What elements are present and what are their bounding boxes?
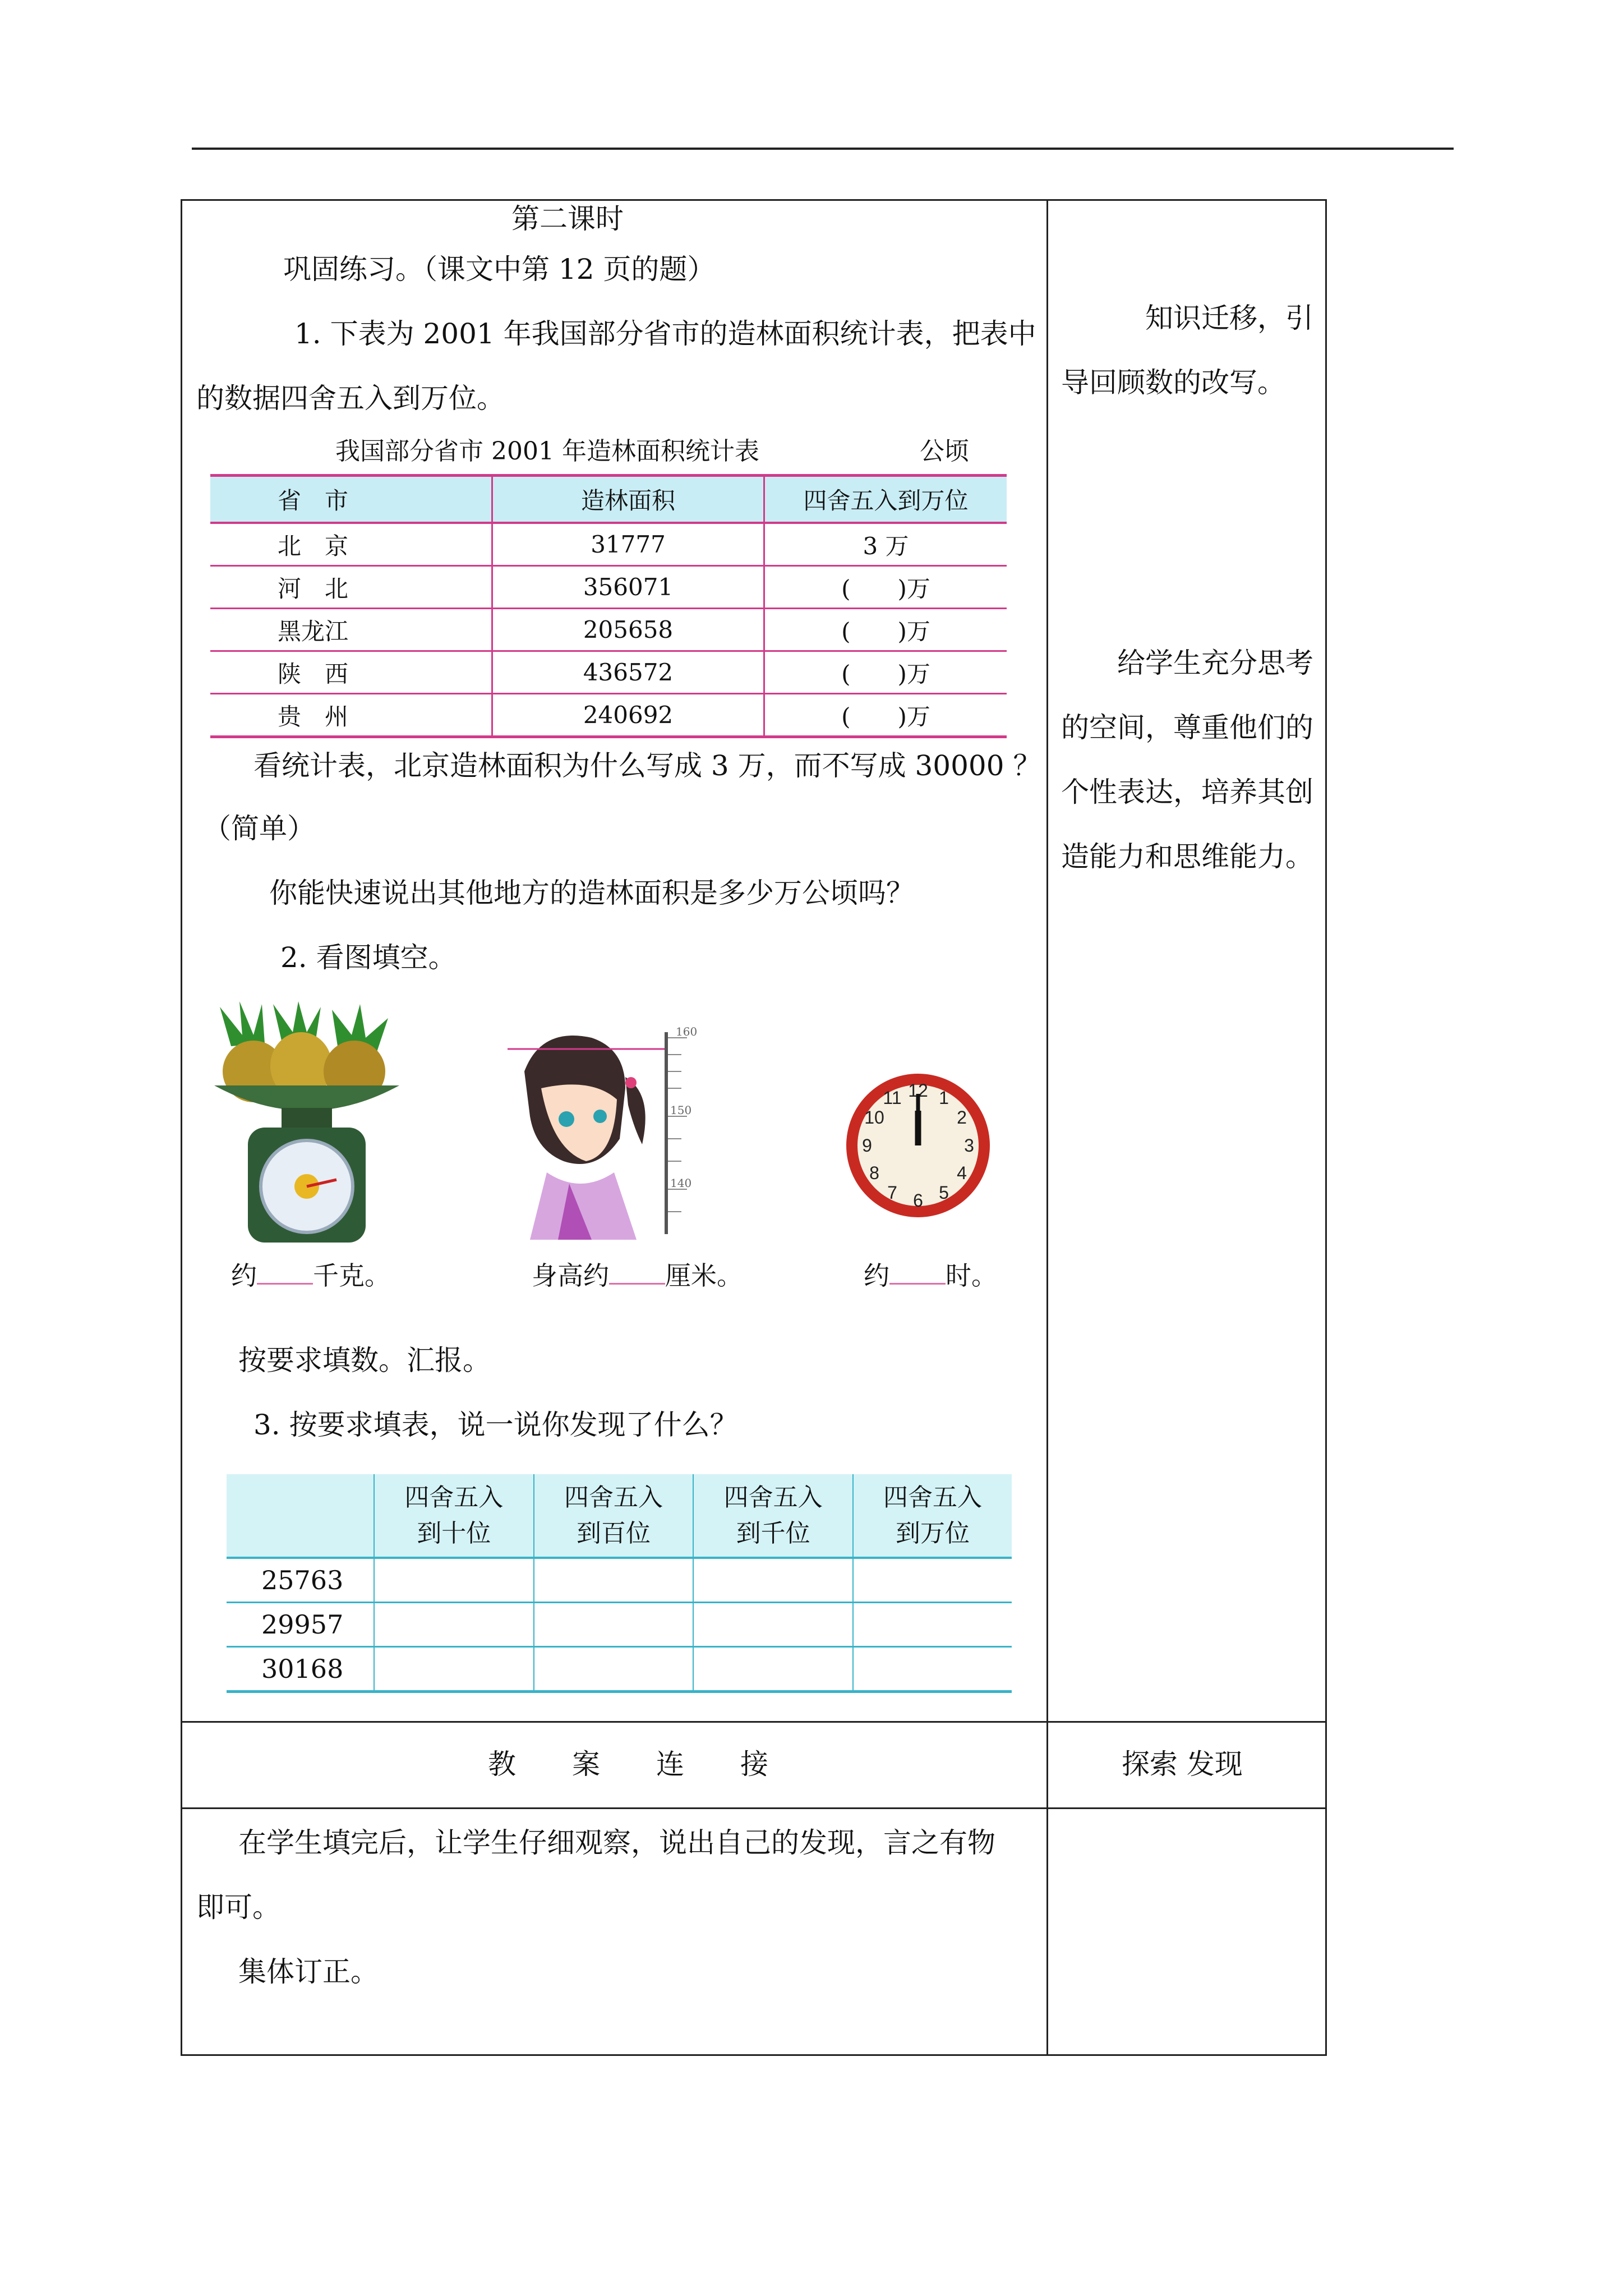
section-divider-top	[181, 1721, 1327, 1723]
answer-cell[interactable]	[853, 1603, 1012, 1647]
header-province: 省 市	[210, 476, 492, 523]
cell-rounded: ( )万	[764, 566, 1007, 609]
q1-discuss-line1: 看统计表，北京造林面积为什么写成 3 万，而不写成 30000 ？	[253, 749, 1041, 782]
header-empty	[227, 1474, 374, 1558]
header-area: 造林面积	[492, 476, 764, 523]
section-divider-bottom	[181, 1807, 1327, 1809]
answer-cell[interactable]	[853, 1558, 1012, 1603]
q1-discuss-line2: （简单）	[203, 812, 315, 845]
cell-number: 29957	[227, 1603, 374, 1647]
answer-cell[interactable]	[534, 1603, 694, 1647]
cell-province: 贵 州	[210, 694, 492, 737]
answer-cell[interactable]	[693, 1558, 853, 1603]
cell-number: 25763	[227, 1558, 374, 1603]
cell-area: 240692	[492, 694, 764, 737]
q2-followup: 按要求填数。汇报。	[238, 1344, 491, 1377]
svg-text:1: 1	[939, 1088, 949, 1108]
ruler-label-160: 160	[676, 1027, 698, 1038]
rounding-table	[227, 1474, 1012, 1693]
answer-cell[interactable]	[693, 1603, 853, 1647]
cell-province: 黑龙江	[210, 609, 492, 651]
table-header-row	[227, 1474, 1012, 1558]
cell-area: 205658	[492, 609, 764, 651]
girl-height-illustration	[508, 1027, 732, 1240]
cell-area: 436572	[492, 651, 764, 694]
scale-pan-icon	[214, 1085, 399, 1111]
clock-caption: 约 时。	[864, 1260, 997, 1291]
svg-text:11: 11	[883, 1088, 902, 1108]
bottom-line2: 即可。	[196, 1891, 280, 1924]
section-header-left: 教 案 连 接	[488, 1748, 768, 1780]
cell-number: 30168	[227, 1647, 374, 1692]
svg-text:12: 12	[908, 1080, 928, 1101]
q1-line2: 的数据四舍五入到万位。	[196, 382, 505, 415]
bottom-line3: 集体订正。	[238, 1955, 379, 1988]
answer-blank[interactable]	[257, 1260, 313, 1285]
header-rule	[192, 148, 1454, 150]
table-row	[210, 651, 1007, 694]
answer-cell[interactable]	[693, 1647, 853, 1692]
table-row	[210, 523, 1007, 566]
q2-title: 2. 看图填空。	[280, 941, 457, 974]
table-row	[210, 566, 1007, 609]
q1-followup: 你能快速说出其他地方的造林面积是多少万公顷吗？	[269, 877, 914, 909]
table-row	[227, 1647, 1012, 1692]
forestation-table	[210, 474, 1007, 738]
header-rounded: 四舍五入到万位	[764, 476, 1007, 523]
q3-title: 3. 按要求填表，说一说你发现了什么？	[253, 1409, 738, 1441]
table1-title: 我国部分省市 2001 年造林面积统计表	[335, 437, 759, 466]
cell-area: 356071	[492, 566, 764, 609]
table-row	[210, 694, 1007, 737]
svg-text:4: 4	[957, 1163, 967, 1183]
scale-caption: 约 千克。	[231, 1260, 390, 1291]
answer-cell[interactable]	[853, 1647, 1012, 1692]
intro-text: 巩固练习。（课文中第 12 页的题）	[283, 253, 716, 286]
height-caption: 身高约 厘米。	[532, 1260, 743, 1291]
q1-line1: 1. 下表为 2001 年我国部分省市的造林面积统计表，把表中	[294, 318, 1036, 350]
svg-text:8: 8	[869, 1163, 879, 1183]
answer-blank[interactable]	[889, 1260, 946, 1285]
cell-rounded: 3 万	[764, 523, 1007, 566]
side-note-1: 知识迁移，引导回顾数的改写。	[1061, 302, 1313, 399]
svg-text:5: 5	[939, 1182, 949, 1203]
ruler-label-150: 150	[670, 1103, 692, 1117]
cell-province: 北 京	[210, 523, 492, 566]
table-row	[227, 1603, 1012, 1647]
cell-rounded: ( )万	[764, 609, 1007, 651]
answer-blank[interactable]	[609, 1260, 665, 1285]
header-tens: 四舍五入 到十位	[374, 1474, 534, 1558]
table-row	[210, 609, 1007, 651]
cell-province: 河 北	[210, 566, 492, 609]
header-ten-thousands: 四舍五入 到万位	[853, 1474, 1012, 1558]
header-hundreds: 四舍五入 到百位	[534, 1474, 694, 1558]
ruler-label-140: 140	[670, 1176, 692, 1190]
bottom-line1: 在学生填完后，让学生仔细观察，说出自己的发现，言之有物	[238, 1826, 995, 1859]
table1-unit: 公顷	[920, 437, 969, 466]
answer-cell[interactable]	[534, 1558, 694, 1603]
header-thousands: 四舍五入 到千位	[693, 1474, 853, 1558]
cell-province: 陕 西	[210, 651, 492, 694]
table-row	[227, 1558, 1012, 1603]
svg-text:6: 6	[913, 1190, 923, 1211]
svg-text:2: 2	[957, 1107, 967, 1128]
svg-text:9: 9	[862, 1135, 872, 1156]
column-divider	[1046, 199, 1048, 2056]
girl-icon	[524, 1036, 645, 1240]
side-note-2: 给学生充分思考的空间，尊重他们的个性表达，培养其创造能力和思维能力。	[1061, 647, 1313, 873]
clock-illustration	[841, 1069, 995, 1223]
svg-text:10: 10	[864, 1107, 884, 1128]
answer-cell[interactable]	[374, 1647, 534, 1692]
pineapple-scale-illustration	[209, 1001, 405, 1243]
ruler-icon	[665, 1032, 668, 1234]
svg-text:3: 3	[964, 1135, 974, 1156]
section-header-right: 探索 发现	[1122, 1748, 1243, 1780]
answer-cell[interactable]	[374, 1603, 534, 1647]
cell-rounded: ( )万	[764, 694, 1007, 737]
cell-rounded: ( )万	[764, 651, 1007, 694]
table-header-row	[210, 476, 1007, 523]
session-title: 第二课时	[511, 203, 624, 235]
svg-text:7: 7	[887, 1182, 897, 1203]
cell-area: 31777	[492, 523, 764, 566]
answer-cell[interactable]	[534, 1647, 694, 1692]
answer-cell[interactable]	[374, 1558, 534, 1603]
